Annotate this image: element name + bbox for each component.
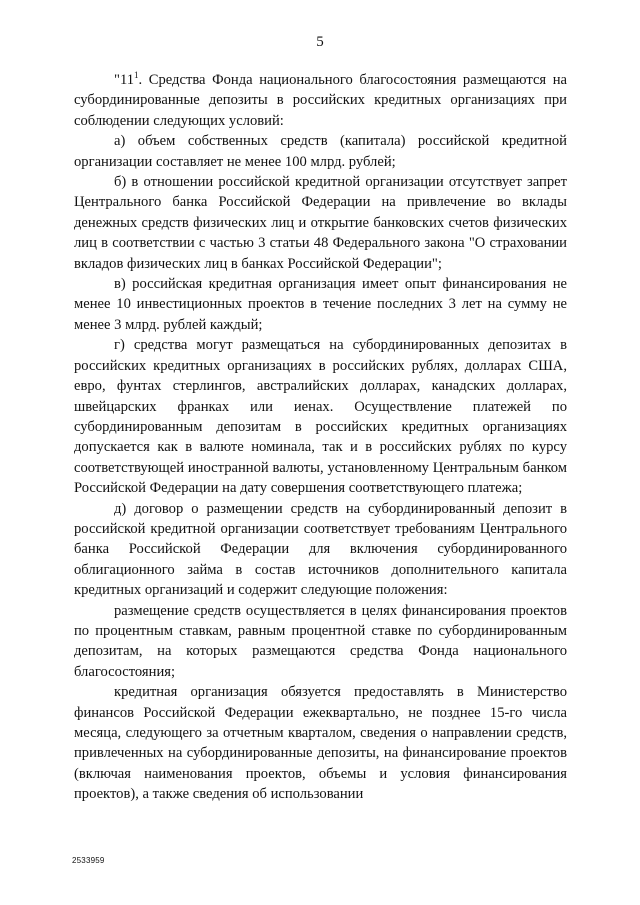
paragraph-point-11-1 xyxy=(74,70,567,131)
paragraph-provision-reporting: кредитная организация обязуется предоставлять в Министерство финансов Российской Федерации ежеквартально, не позднее 15-го числа месяца, следующего за отчетным кварталом, сведения о направлении средств, привлеченных на субординированные депозиты, на финансирование проектов (включая наименования проектов, объемы и условия финансирования проектов), а также сведения об использовании xyxy=(74,684,567,803)
paragraph-text: . Средства Фонда национального благосостояния размещаются на субординированные депозиты в российских кредитных организациях при соблюдении следующих условий: xyxy=(74,72,567,129)
paragraph-lead: "11 xyxy=(114,72,135,88)
paragraph-item-b: б) в отношении российской кредитной организации отсутствует запрет Центрального банка Российской Федерации на привлечение во вклады денежных средств физических лиц и открытие банковских счетов физических лиц в соответствии с частью 3 статьи 48 Федерального закона "О страховании вкладов физических лиц в банках Российской Федерации"; xyxy=(74,174,567,272)
document-body xyxy=(74,70,567,805)
superscript-marker: 1 xyxy=(134,70,139,81)
paragraph-item-v: в) российская кредитная организация имеет опыт финансирования не менее 10 инвестиционных проектов в течение последних 3 лет на сумму не менее 3 млрд. рублей каждый; xyxy=(74,276,567,333)
paragraph-item-g: г) средства могут размещаться на субординированных депозитах в российских кредитных организациях в российских рублях, долларах США, евро, фунтах стерлингов, австралийских долларах, канадских долларах, швейцарских франках или иенах. Осуществление платежей по субординированным депозитам в российских кредитных организациях допускается как в валюте номинала, так и в российских рублях по курсу соответствующей иностранной валюты, установленному Центральным банком Российской Федерации на дату совершения соответствующего платежа; xyxy=(74,337,567,497)
paragraph-item-d: д) договор о размещении средств на субординированный депозит в российской кредитной организации соответствует требованиям Центрального банка Российской Федерации для включения субординированного облигационного займа в состав источников дополнительного капитала кредитных организаций и содержит следующие положения: xyxy=(74,500,567,599)
page-number: 5 xyxy=(316,34,324,50)
document-code: 2533959 xyxy=(72,856,105,865)
paragraph-provision-placement: размещение средств осуществляется в целях финансирования проектов по процентным ставкам, равным процентной ставке по субординированным депозитам, на которых размещаются средства Фонда национального благосостояния; xyxy=(74,602,567,680)
paragraph-item-a: а) объем собственных средств (капитала) российской кредитной организации составляет не менее 100 млрд. рублей; xyxy=(74,133,567,170)
